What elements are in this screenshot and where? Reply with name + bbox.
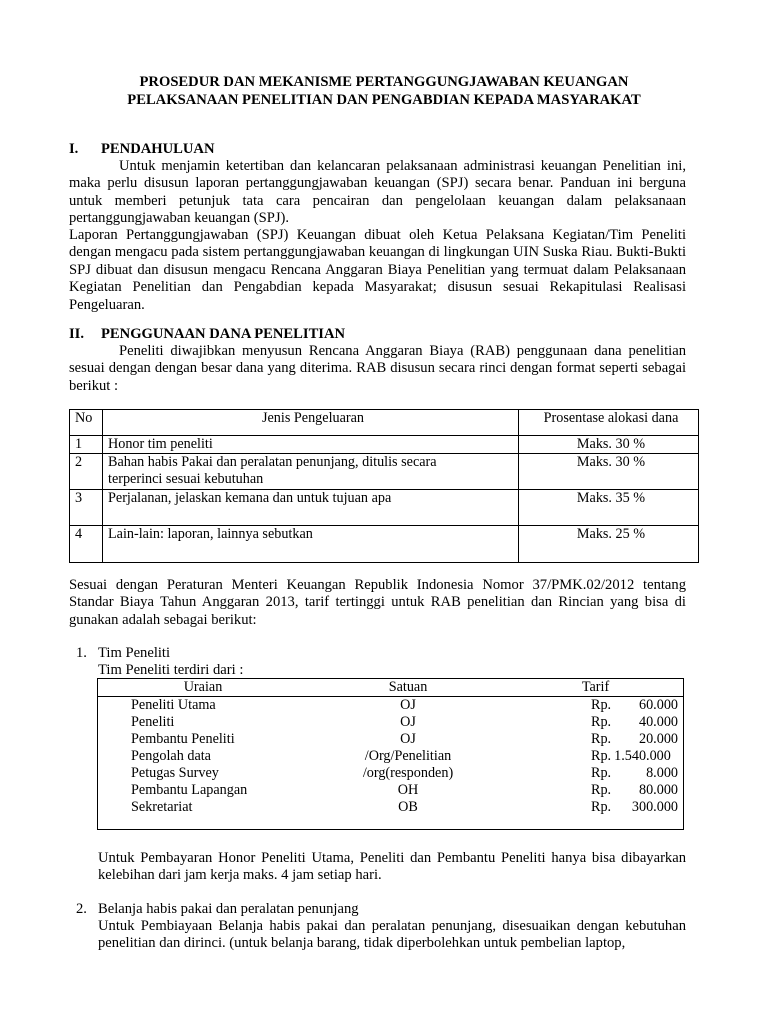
section-2-paragraph-1: Peneliti diwajibkan menyusun Rencana Anggaran Biaya (RAB) penggunaan dana penelitian sesuai dengan dengan besar dana yang diterima. RAB disusun secara rinci dengan format seperti sebagai berikut :	[69, 343, 686, 394]
tarif-value: 300.000	[631, 799, 678, 815]
list-item-2-title: Belanja habis pakai dan peralatan penunjang	[98, 901, 359, 917]
row-tarif	[508, 748, 683, 765]
table-row	[98, 782, 683, 799]
row-uraian: Pengolah data	[131, 748, 211, 764]
row-jenis: Perjalanan, jelaskan kemana dan untuk tujuan apa	[103, 490, 519, 526]
table-row	[98, 799, 683, 816]
row-tarif	[508, 782, 683, 799]
table-row	[70, 526, 699, 563]
list-item-2	[76, 901, 359, 918]
row-satuan: OJ	[400, 731, 416, 747]
tim-peneliti-intro: Tim Peneliti terdiri dari :	[98, 662, 244, 678]
table-row	[98, 765, 683, 782]
row-persen: Maks. 30 %	[519, 436, 699, 454]
table-row	[70, 454, 699, 490]
list-item-2-number: 2.	[76, 901, 87, 917]
rp-label: Rp.	[591, 731, 612, 747]
tim-peneliti-table-box	[97, 678, 684, 830]
section-2-number: II.	[69, 326, 85, 342]
section-1-paragraph-1: Untuk menjamin ketertiban dan kelancaran pelaksanaan administrasi keuangan Penelitian ini, maka perlu disusun laporan pertanggungjawaban keuangan (SPJ) secara benar. Panduan ini berguna untuk memberi petunjuk tata cara pencairan dan pengelolaan keuangan dalam pelaksanaan pertanggungjawaban keuangan (SPJ).	[69, 158, 686, 227]
row-tarif	[508, 714, 683, 731]
row-satuan: OJ	[400, 714, 416, 730]
header-no: No	[70, 410, 103, 436]
header-persen: Prosentase alokasi dana	[519, 410, 699, 436]
row-uraian: Pembantu Lapangan	[131, 782, 248, 798]
row-satuan: /org(responden)	[362, 765, 454, 781]
table-row	[98, 748, 683, 765]
rp-label: Rp.	[591, 799, 612, 815]
row-no: 1	[70, 436, 103, 454]
document-title-line-1: PROSEDUR DAN MEKANISME PERTANGGUNGJAWABAN KEUANGAN	[139, 74, 629, 90]
tarif-value: 1.540.000	[614, 748, 671, 764]
row-tarif	[508, 765, 683, 782]
row-uraian: Peneliti Utama	[131, 697, 216, 713]
row-tarif	[508, 731, 683, 748]
row-uraian: Peneliti	[131, 714, 175, 730]
row-satuan: OH	[397, 782, 419, 798]
row-no: 3	[70, 490, 103, 526]
list-item-1-number: 1.	[76, 645, 87, 661]
tarif-value: 80.000	[638, 782, 678, 798]
rab-allocation-table	[69, 409, 699, 563]
row-tarif	[508, 799, 683, 816]
row-persen: Maks. 35 %	[519, 490, 699, 526]
table-row	[98, 731, 683, 748]
table-row	[98, 714, 683, 731]
tarif-value: 60.000	[638, 697, 678, 713]
list-item-1-title: Tim Peneliti	[98, 645, 171, 661]
row-persen: Maks. 30 %	[519, 454, 699, 490]
rp-label: Rp.	[591, 714, 612, 730]
row-jenis: Honor tim peneliti	[103, 436, 519, 454]
header-satuan: Satuan	[308, 679, 508, 697]
table-header-row	[70, 410, 699, 436]
row-uraian: Sekretariat	[131, 799, 193, 815]
rp-label: Rp.	[591, 782, 612, 798]
row-uraian: Petugas Survey	[131, 765, 219, 781]
row-jenis: Lain-lain: laporan, lainnya sebutkan	[103, 526, 519, 563]
rp-label: Rp.	[591, 765, 612, 781]
table-header-row	[98, 679, 683, 697]
header-jenis: Jenis Pengeluaran	[103, 410, 519, 436]
row-jenis: Bahan habis Pakai dan peralatan penunjang, ditulis secara terperinci sesuai kebutuhan	[103, 454, 519, 490]
row-satuan: /Org/Penelitian	[364, 748, 452, 764]
section-2-heading	[69, 326, 345, 343]
rp-label: Rp.	[591, 697, 612, 713]
table-row	[70, 490, 699, 526]
header-uraian: Uraian	[98, 679, 308, 697]
row-satuan: OJ	[400, 697, 416, 713]
rp-label: Rp.	[591, 748, 612, 764]
row-tarif	[508, 697, 683, 715]
row-uraian: Pembantu Peneliti	[131, 731, 235, 747]
list-item-1	[76, 645, 170, 662]
section-1-title: PENDAHULUAN	[101, 141, 215, 157]
row-no: 2	[70, 454, 103, 490]
section-1-number: I.	[69, 141, 79, 157]
section-1-heading	[69, 141, 215, 158]
section-2-title: PENGGUNAAN DANA PENELITIAN	[101, 326, 346, 342]
section-1-paragraph-2: Laporan Pertanggungjawaban (SPJ) Keuangan dibuat oleh Ketua Pelaksana Kegiatan/Tim Peneliti dengan mengacu pada sistem pertanggungjawaban keuangan di lingkungan UIN Suska Riau. Bukti-Bukti SPJ dibuat dan disusun mengacu Rencana Anggaran Biaya Penelitian yang termuat dalam Pelaksanaan Kegiatan Penelitian dan Pengabdian kepada Masyarakat; disusun sesuai Rekapitulasi Realisasi Pengeluaran.	[69, 227, 686, 313]
tarif-value: 20.000	[638, 731, 678, 747]
table-row	[70, 436, 699, 454]
row-persen: Maks. 25 %	[519, 526, 699, 563]
document-title-line-2: PELAKSANAAN PENELITIAN DAN PENGABDIAN KEPADA MASYARAKAT	[127, 92, 641, 108]
table-row	[98, 697, 683, 715]
section-2-paragraph-2: Sesuai dengan Peraturan Menteri Keuangan Republik Indonesia Nomor 37/PMK.02/2012 tentang Standar Biaya Tahun Anggaran 2013, tarif tertinggi untuk RAB penelitian dan Rincian yang bisa di gunakan adalah sebagai berikut:	[69, 577, 686, 628]
honor-note: Untuk Pembayaran Honor Peneliti Utama, Peneliti dan Pembantu Peneliti hanya bisa dibayarkan kelebihan dari jam kerja maks. 4 jam setiap hari.	[98, 850, 686, 884]
row-satuan: OB	[398, 799, 418, 815]
header-tarif: Tarif	[508, 679, 683, 697]
tim-peneliti-table	[98, 679, 683, 816]
tarif-value: 40.000	[638, 714, 678, 730]
row-no: 4	[70, 526, 103, 563]
belanja-paragraph: Untuk Pembiayaan Belanja habis pakai dan peralatan penunjang, disesuaikan dengan kebutuhan penelitian dan dirinci. (untuk belanja barang, tidak diperbolehkan untuk pembelian laptop,	[98, 918, 686, 952]
tarif-value: 8.000	[646, 765, 678, 781]
